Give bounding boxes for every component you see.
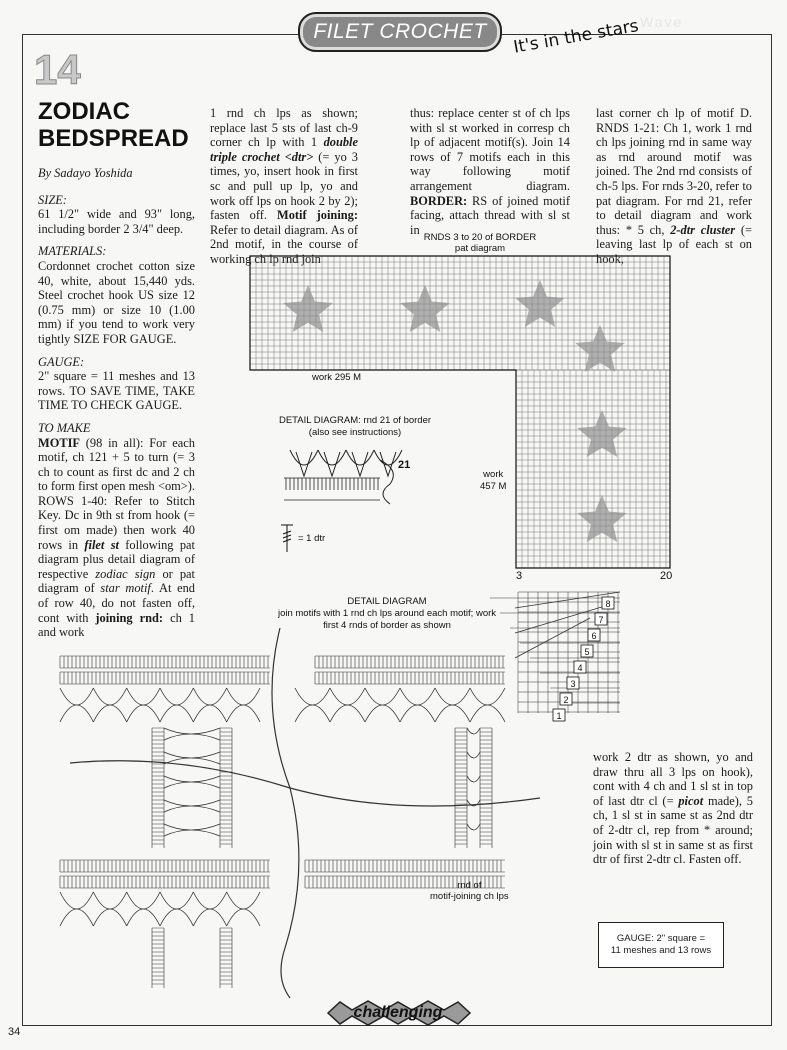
detail-subheading-1: join motifs with 1 rnd ch lps around each motif; work xyxy=(277,608,497,619)
col2-text-3: Refer to detail diagram. As of 2nd motif, in the course of working ch lp rnd join xyxy=(210,222,358,266)
col4-text-2: (= leaving last lp of each st on hook, xyxy=(596,222,752,266)
col3-text xyxy=(410,106,570,237)
work-457-label xyxy=(480,469,506,493)
motif-label: MOTIF xyxy=(38,435,80,450)
round-number: 7 xyxy=(598,615,604,625)
col3-text-1: thus: replace center st of ch lps with sl st worked in corresp ch lp of adjacent motif(s). Join 14 rows of 7 motifs each in this way following motif arrangement diagram. xyxy=(410,106,570,193)
work-label: work xyxy=(483,469,504,480)
round-number: 1 xyxy=(556,711,562,721)
column-2 xyxy=(210,106,358,267)
star-motif-term: star motif xyxy=(100,581,151,596)
round-number: 6 xyxy=(591,631,597,641)
motif-joining-detail-diagram xyxy=(60,588,620,998)
motif-text-2: following pat diagram plus detail diagram of respective xyxy=(38,537,195,581)
gauge-box xyxy=(598,922,724,968)
motif-joining-term: Motif joining: xyxy=(277,208,358,223)
tagline: It's in the stars xyxy=(512,16,641,58)
joining-rnd-term: joining rnd: xyxy=(95,610,164,625)
joining-ch-lps-label: motif-joining ch lps xyxy=(430,891,509,902)
title-line-1: ZODIAC xyxy=(38,98,130,125)
detail21-subheading: (also see instructions) xyxy=(308,427,402,438)
round-number: 5 xyxy=(584,647,590,657)
size-heading: SIZE: xyxy=(38,192,67,207)
dtr-term: double triple crochet <dtr> xyxy=(210,135,358,164)
rnd-21-label: 21 xyxy=(398,459,411,471)
gauge-text: 2" square = 11 meshes and 13 rows. TO SAVE TIME, TAKE TIME TO CHECK GAUGE. xyxy=(38,369,195,413)
border-diagram-title xyxy=(400,232,560,254)
round-number: 4 xyxy=(577,663,583,673)
dtr-key-label: = 1 dtr xyxy=(298,533,326,544)
col2-text-2: (= yo 3 times, yo, insert hook in first sc and pull up lp, yo and work off lps on hook 2 by 2); fasten off. xyxy=(210,149,358,223)
pattern-title xyxy=(38,98,189,152)
col3-text-2: RS of joined motif facing, attach thread with sl st in xyxy=(410,193,570,237)
column-1 xyxy=(38,166,195,640)
pattern-number: 14 xyxy=(34,46,81,93)
row-label-3: 3 xyxy=(516,570,523,582)
materials-text: Cordonnet crochet cotton size 40, white, about 15,440 yds. Steel crochet hook US size 12 (0.75 mm) or size 10 (1.00 mm) if you tend to work very tightly SIZE FOR GAUGE. xyxy=(38,258,195,346)
page-number: 34 xyxy=(8,1026,21,1038)
gauge-box-line-1: GAUGE: 2" square = xyxy=(616,933,706,944)
motif-joining-label xyxy=(430,880,509,902)
row-label-20: 20 xyxy=(660,570,673,582)
border-term: BORDER: xyxy=(410,193,468,208)
section-header xyxy=(298,12,502,52)
difficulty-label: challenging xyxy=(353,1004,443,1021)
picot-term: picot xyxy=(678,793,704,808)
col5-text-1: work 2 dtr as shown, yo and draw thru all 3 lps on hook), cont with 4 ch and 1 sl st in top of last dtr cl (= xyxy=(593,750,753,808)
rnd21-detail-diagram xyxy=(280,440,420,512)
round-number: 2 xyxy=(563,695,569,705)
materials-heading: MATERIALS: xyxy=(38,244,107,259)
column-4 xyxy=(596,106,752,267)
border-pattern-grid xyxy=(250,256,670,568)
border-title: RNDS 3 to 20 of BORDER xyxy=(423,232,537,243)
detail-heading: DETAIL DIAGRAM xyxy=(347,596,427,607)
size-text: 61 1/2" wide and 93" long, including border 2 3/4" deep. xyxy=(38,207,195,236)
filet-st-term: filet st xyxy=(84,537,119,552)
col4-text-1: last corner ch lp of motif D. RNDS 1-21: Ch 1, work 1 rnd ch lps joining rnd in same way as rnd around motif was joined. The 2nd rnd consists of ch-5 lps. For rnds 3-20, refer to pat diagram. For rnd 21, refer to detail diagram and work thus: * 5 ch, xyxy=(596,106,752,237)
motif-text-3: or pat diagram of xyxy=(38,566,195,596)
border-subtitle: pat diagram xyxy=(454,243,506,254)
col4-text xyxy=(596,106,752,267)
difficulty-badge xyxy=(318,998,478,1028)
gauge-box-line-2: 11 meshes and 13 rows xyxy=(610,945,712,956)
section-title: FILET CROCHET xyxy=(313,20,487,43)
work-295-label: work 295 M xyxy=(312,372,362,383)
dtr-symbol-icon xyxy=(280,524,294,554)
zodiac-sign-term: zodiac sign xyxy=(95,566,156,581)
column-3 xyxy=(410,106,570,237)
round-number: 8 xyxy=(605,599,611,609)
motif-text-1: (98 in all): For each motif, ch 121 + 5 to turn (= 3 ch to count as first dc and 2 ch to form first open mesh <om>). ROWS 1-40: Refer to Stitch Key. Dc in 9th st from hook (= first om made) then work 40 rows in xyxy=(38,435,195,552)
motif-text-4: . At end of row 40, do not fasten off, cont with xyxy=(38,581,195,625)
dtr-cluster-term: 2-dtr cluster xyxy=(670,222,736,237)
round-number: 3 xyxy=(570,679,576,689)
col2-text-1: 1 rnd ch lps as shown; replace last 5 sts of last ch-9 corner ch lp with 1 xyxy=(210,106,358,150)
ghost-text: Wave xyxy=(640,14,684,30)
motif-text-5: ch 1 and work xyxy=(38,610,195,640)
to-make-heading: TO MAKE xyxy=(38,420,91,435)
detail21-heading: DETAIL DIAGRAM: rnd 21 of border xyxy=(278,415,432,426)
detail-subheading-2: first 4 rnds of border as shown xyxy=(323,620,451,631)
work-457-value: 457 M xyxy=(480,481,507,492)
gauge-heading: GAUGE: xyxy=(38,354,85,369)
title-line-2: BEDSPREAD xyxy=(38,125,189,152)
detail21-title xyxy=(270,415,440,439)
col5-text-2: made), 5 ch, 1 sl st in same st as 2nd dtr of 2-dtr cl, rep from * around; join with sl st in same st as first dtr of first 2-dtr cl. Fasten off. xyxy=(593,793,753,867)
col2-text xyxy=(210,106,358,267)
byline: By Sadayo Yoshida xyxy=(38,166,133,180)
rnd-of-label: rnd of xyxy=(457,880,482,891)
